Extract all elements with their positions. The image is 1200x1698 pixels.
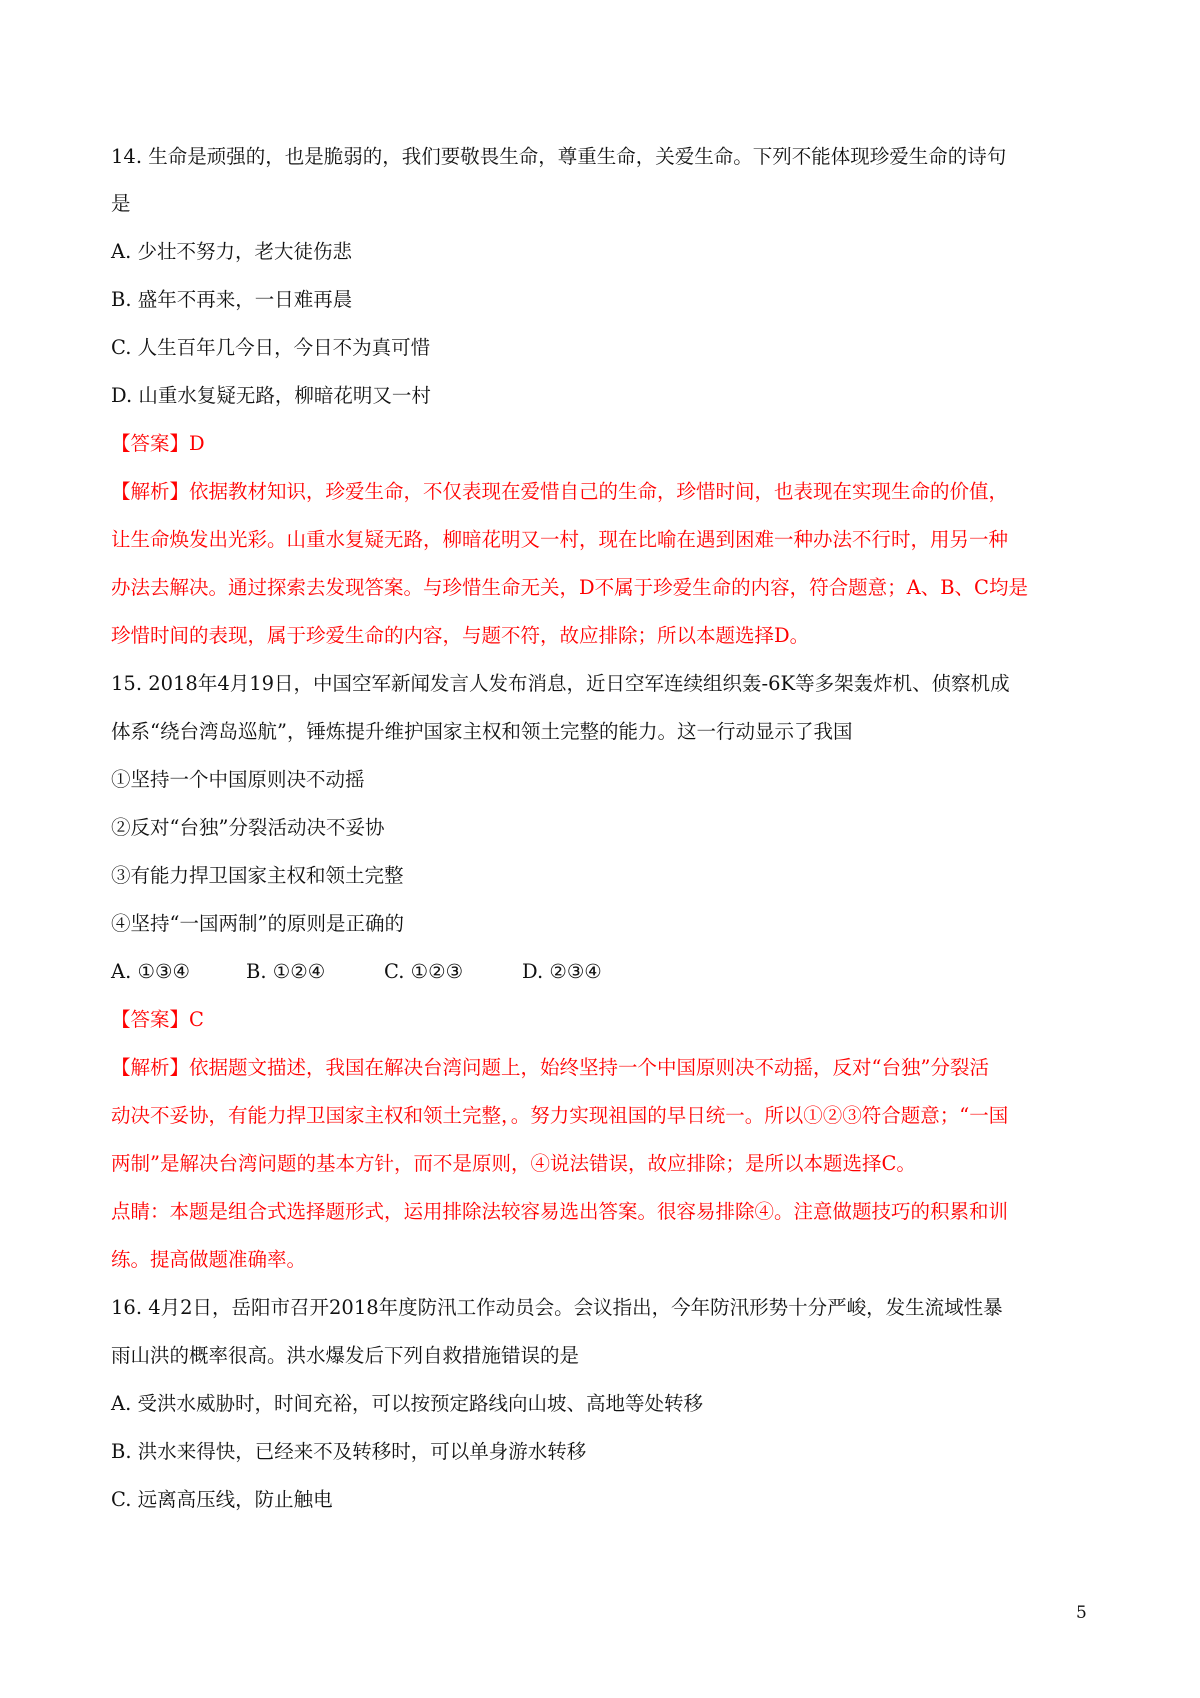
q15-comment-line1: 点睛：本题是组合式选择题形式，运用排除法较容易选出答案。很容易排除④。注意做题技巧的积累和训 <box>111 1200 1009 1223</box>
q14-analysis-line3: 办法去解决。通过探索去发现答案。与珍惜生命无关，D不属于珍爱生命的内容，符合题意；A、B、C均是 <box>111 576 1028 599</box>
q15-item-4: ④坚持“一国两制”的原则是正确的 <box>111 912 404 935</box>
q14-option-a: A. 少壮不努力，老大徒伤悲 <box>111 240 352 263</box>
q15-comment-line2: 练。提高做题准确率。 <box>111 1248 307 1271</box>
q14-answer: 【答案】D <box>111 432 205 455</box>
q14-analysis-line2: 让生命焕发出光彩。山重水复疑无路，柳暗花明又一村，现在比喻在遇到困难一种办法不行时，用另一种 <box>111 528 1009 551</box>
q15-analysis-line1: 【解析】依据题文描述，我国在解决台湾问题上，始终坚持一个中国原则决不动摇，反对“台独”分裂活 <box>111 1056 989 1079</box>
q14-option-b: B. 盛年不再来，一日难再晨 <box>111 288 353 311</box>
q16-option-b: B. 洪水来得快，已经来不及转移时，可以单身游水转移 <box>111 1440 587 1463</box>
q16-option-a: A. 受洪水威胁时，时间充裕，可以按预定路线向山坡、高地等处转移 <box>111 1392 703 1415</box>
q16-stem-line2: 雨山洪的概率很高。洪水爆发后下列自救措施错误的是 <box>111 1344 580 1367</box>
q15-stem-line1: 15. 2018年4月19日，中国空军新闻发言人发布消息，近日空军连续组织轰-6K等多架轰炸机、侦察机成 <box>111 672 1010 695</box>
q15-item-3: ③有能力捍卫国家主权和领土完整 <box>111 864 404 887</box>
q15-option-a: A. ①③④ <box>111 960 190 983</box>
q14-option-c: C. 人生百年几今日，今日不为真可惜 <box>111 336 431 359</box>
q15-stem-line2: 体系“绕台湾岛巡航”，锤炼提升维护国家主权和领土完整的能力。这一行动显示了我国 <box>111 720 853 743</box>
q16-option-c: C. 远离高压线，防止触电 <box>111 1488 333 1511</box>
q16-stem-line1: 16. 4月2日，岳阳市召开2018年度防汛工作动员会。会议指出，今年防汛形势十分严峻，发生流域性暴 <box>111 1296 1003 1319</box>
q14-analysis-line1: 【解析】依据教材知识，珍爱生命，不仅表现在爱惜自己的生命，珍惜时间，也表现在实现生命的价值， <box>111 480 1009 503</box>
q15-analysis-line3: 两制”是解决台湾问题的基本方针，而不是原则，④说法错误，故应排除；是所以本题选择C。 <box>111 1152 916 1175</box>
q15-answer: 【答案】C <box>111 1008 204 1031</box>
q14-option-d: D. 山重水复疑无路，柳暗花明又一村 <box>111 384 431 407</box>
q14-stem-line2: 是 <box>111 192 131 215</box>
q15-analysis-line2: 动决不妥协，有能力捍卫国家主权和领土完整，。努力实现祖国的早日统一。所以①②③符合题意；“一国 <box>111 1104 1009 1127</box>
q14-analysis-line4: 珍惜时间的表现，属于珍爱生命的内容，与题不符，故应排除；所以本题选择D。 <box>111 624 810 647</box>
q15-option-c: C. ①②③ <box>384 960 464 983</box>
q15-item-2: ②反对“台独”分裂活动决不妥协 <box>111 816 385 839</box>
q15-option-d: D. ②③④ <box>522 960 602 983</box>
q15-options-row <box>111 958 602 986</box>
page-number: 5 <box>1076 1603 1087 1623</box>
q14-stem-line1: 14. 生命是顽强的，也是脆弱的，我们要敬畏生命，尊重生命，关爱生命。下列不能体现珍爱生命的诗句 <box>111 145 1007 168</box>
q15-item-1: ①坚持一个中国原则决不动摇 <box>111 768 365 791</box>
q15-option-b: B. ①②④ <box>246 960 326 983</box>
